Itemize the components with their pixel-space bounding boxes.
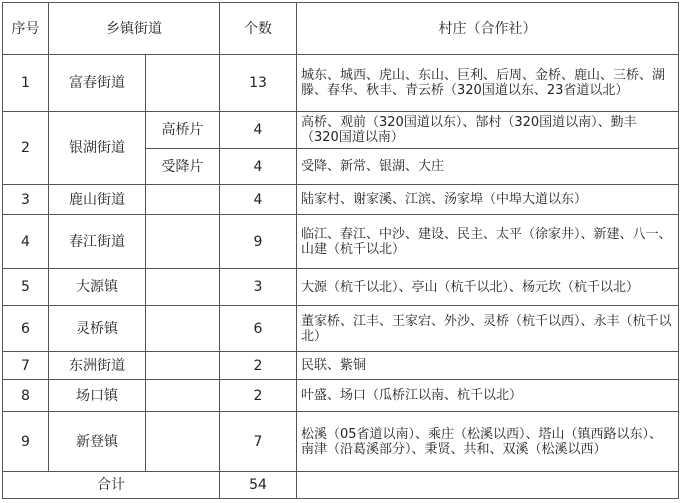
table-row (3, 112, 679, 149)
row-index: 2 (3, 112, 49, 185)
row-town: 鹿山街道 (49, 185, 146, 215)
row-villages: 陆家村、谢家溪、江滨、汤家埠（中埠大道以东） (297, 185, 679, 215)
header-villages: 村庄（合作社） (297, 3, 679, 55)
row-count: 2 (220, 352, 297, 380)
row-sub (146, 185, 220, 215)
row-sub (146, 412, 220, 472)
row-villages: 城东、城西、虎山、东山、巨利、后周、金桥、鹿山、三桥、湖滕、春华、秋丰、青云桥（320国道以东、23省道以北） (297, 55, 679, 112)
table-row (3, 380, 679, 412)
row-count: 2 (220, 380, 297, 412)
row-index: 4 (3, 215, 49, 269)
table-row (3, 215, 679, 269)
row-town: 灵桥镇 (49, 306, 146, 352)
row-villages: 临江、春江、中沙、建设、民主、太平（徐家井）、新建、八一、山建（杭千以北） (297, 215, 679, 269)
row-index: 5 (3, 269, 49, 306)
row-count: 9 (220, 215, 297, 269)
row-index: 1 (3, 55, 49, 112)
header-town: 乡镇街道 (49, 3, 220, 55)
row-town: 场口镇 (49, 380, 146, 412)
row-index: 8 (3, 380, 49, 412)
table-row (3, 306, 679, 352)
table-row (3, 55, 679, 112)
row-sub: 高桥片 (146, 112, 220, 149)
row-town: 东洲街道 (49, 352, 146, 380)
row-sub (146, 380, 220, 412)
row-sub (146, 352, 220, 380)
row-count: 4 (220, 112, 297, 149)
row-villages: 董家桥、江丰、王家宕、外沙、灵桥（杭千以西）、永丰（杭千以北） (297, 306, 679, 352)
row-index: 3 (3, 185, 49, 215)
row-count: 4 (220, 149, 297, 185)
row-count: 6 (220, 306, 297, 352)
table-row (3, 352, 679, 380)
total-villages (297, 472, 679, 499)
row-index: 9 (3, 412, 49, 472)
table-row (3, 412, 679, 472)
row-villages: 民联、紫铜 (297, 352, 679, 380)
row-villages: 高桥、观前（320国道以东）、郜村（320国道以南）、勤丰（320国道以南） (297, 112, 679, 149)
total-count: 54 (220, 472, 297, 499)
row-count: 7 (220, 412, 297, 472)
row-count: 3 (220, 269, 297, 306)
row-sub (146, 269, 220, 306)
row-town: 富春街道 (49, 55, 146, 112)
row-sub (146, 306, 220, 352)
header-index: 序号 (3, 3, 49, 55)
header-count: 个数 (220, 3, 297, 55)
table-row (3, 269, 679, 306)
table-row (3, 185, 679, 215)
row-villages: 叶盛、场口（瓜桥江以南、杭千以北） (297, 380, 679, 412)
row-count: 4 (220, 185, 297, 215)
header-row (3, 3, 679, 55)
row-town: 春江街道 (49, 215, 146, 269)
row-count: 13 (220, 55, 297, 112)
row-town: 银湖街道 (49, 112, 146, 185)
row-villages: 松溪（05省道以南）、乘庄（松溪以西）、塔山（镇西路以东）、南津（沿葛溪部分）、秉贤、共和、双溪（松溪以西） (297, 412, 679, 472)
row-sub (146, 55, 220, 112)
row-town: 新登镇 (49, 412, 146, 472)
total-row (3, 472, 679, 499)
row-sub (146, 215, 220, 269)
row-index: 6 (3, 306, 49, 352)
row-index: 7 (3, 352, 49, 380)
village-table (2, 2, 679, 499)
row-sub: 受降片 (146, 149, 220, 185)
row-villages: 大源（杭千以北）、亭山（杭千以北）、杨元坎（杭千以北） (297, 269, 679, 306)
total-label: 合计 (3, 472, 220, 499)
row-villages: 受降、新常、银湖、大庄 (297, 149, 679, 185)
row-town: 大源镇 (49, 269, 146, 306)
